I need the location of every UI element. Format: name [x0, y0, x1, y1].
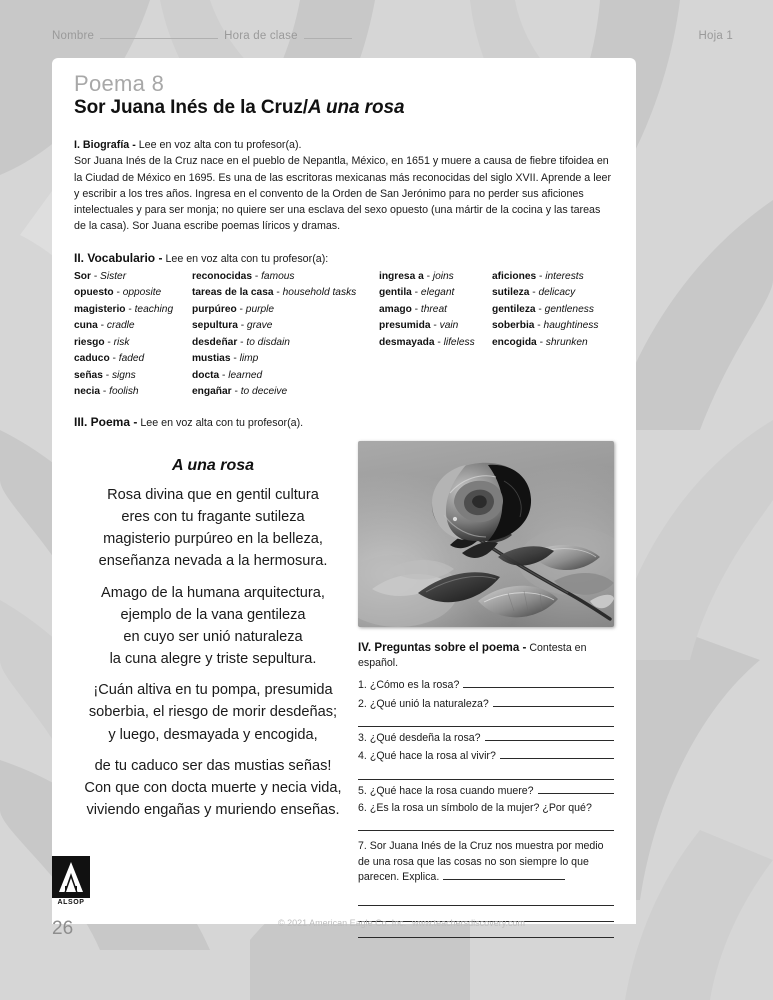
- vocabulary-term: Sor: [74, 270, 91, 282]
- vocabulary-definition: teaching: [134, 303, 174, 315]
- vocabulary-definition: to disdain: [246, 336, 290, 348]
- photo-and-questions-column: [358, 435, 614, 941]
- vocabulary-term: purpúreo: [192, 303, 237, 315]
- question-item: [358, 696, 614, 712]
- vocabulary-term: desdeñar: [192, 336, 238, 348]
- section-vocabulario-heading: [74, 251, 614, 265]
- poem-line: ejemplo de la vana gentileza: [120, 606, 306, 623]
- poem-stanza: [74, 582, 352, 671]
- answer-line[interactable]: [358, 818, 614, 831]
- section-poema-heading: [74, 415, 614, 429]
- vocabulary-term: docta: [192, 369, 220, 381]
- answer-line[interactable]: [463, 677, 614, 688]
- vocabulary-entry: opuesto - opposite: [74, 287, 162, 299]
- vocabulary-term: encogida: [492, 336, 537, 348]
- vocabulary-entry: gentila - elegant: [379, 287, 455, 299]
- poem-line: Rosa divina que en gentil cultura: [107, 486, 319, 503]
- question-text: ¿Qué unió la naturaleza?: [369, 697, 489, 710]
- vocabulary-term: reconocidas: [192, 270, 253, 282]
- poema-instruction: Lee en voz alta con tu profesor(a).: [137, 416, 304, 429]
- vocabulary-entry: cuna - cradle: [74, 320, 135, 332]
- vocabulary-definition: household tasks: [282, 287, 357, 299]
- poem-inner-title: A una rosa: [171, 456, 255, 474]
- answer-line[interactable]: [358, 767, 614, 780]
- question-text: ¿Qué desdeña la rosa?: [369, 732, 481, 745]
- vocabulary-entry: magisterio - teaching: [74, 303, 174, 315]
- question-number: 7.: [358, 840, 370, 853]
- vocabulary-entry: mustias - limp: [192, 353, 259, 365]
- question-number: 4.: [358, 750, 367, 763]
- vocabulary-definition: cradle: [106, 320, 135, 332]
- vocabulary-definition: interests: [545, 270, 584, 282]
- vocabulary-term: engañar: [192, 386, 232, 398]
- vocabulary-definition: opposite: [122, 287, 162, 299]
- question-number: 1.: [358, 679, 367, 692]
- vocabulary-columns: [74, 269, 614, 401]
- vocabulary-entry: sutileza - delicacy: [492, 287, 576, 299]
- lower-two-column-area: [74, 435, 614, 941]
- vocabulary-definition: risk: [113, 336, 130, 348]
- question-item: [358, 801, 614, 816]
- biografia-heading-line: [74, 137, 614, 153]
- vocabulary-term: gentila: [379, 287, 412, 299]
- name-field: [52, 30, 224, 42]
- question-number: 5.: [358, 784, 367, 797]
- section-preguntas-heading: [358, 640, 614, 671]
- vocabulary-term: soberbia: [492, 320, 535, 332]
- poem-work-title: A una rosa: [307, 97, 405, 119]
- question-number: 3.: [358, 732, 367, 745]
- question-item: [358, 748, 614, 764]
- worksheet-page: [52, 58, 636, 924]
- question-item: [358, 677, 614, 693]
- copyright-line: [0, 918, 773, 928]
- vocabulary-term: sepultura: [192, 320, 238, 332]
- vocabulary-definition: vain: [439, 320, 459, 332]
- vocabulary-entry: necia - foolish: [74, 386, 139, 398]
- vocabulary-definition: foolish: [109, 386, 139, 398]
- answer-lines-group: [358, 893, 614, 938]
- page-number: 26: [52, 918, 74, 939]
- name-write-line: [100, 30, 218, 39]
- vocabulary-term: cuna: [74, 320, 98, 332]
- vocabulary-term: tareas de la casa: [192, 287, 274, 299]
- vocabulario-heading: II. Vocabulario -: [74, 250, 163, 265]
- vocabulary-entry: caduco - faded: [74, 353, 145, 365]
- answer-line[interactable]: [358, 714, 614, 727]
- vocabulary-definition: shrunken: [545, 336, 588, 348]
- letter-a-icon: [52, 856, 90, 898]
- vocabulary-definition: joins: [432, 270, 454, 282]
- questions-list: [358, 677, 614, 937]
- vocabulary-entry: tareas de la casa - household tasks: [192, 287, 357, 299]
- vocabulary-definition: signs: [111, 369, 136, 381]
- vocabulary-entry: presumida - vain: [379, 320, 459, 332]
- question-number: 6.: [358, 802, 367, 815]
- vocabulary-entry: Sor - Sister: [74, 270, 127, 282]
- poem-line: eres con tu fragante sutileza: [121, 508, 305, 525]
- answer-line[interactable]: [493, 696, 614, 707]
- vocabulary-entry: ingresa a - joins: [379, 270, 454, 282]
- vocabulary-entry: engañar - to deceive: [192, 386, 288, 398]
- vocabulary-column-4: [492, 269, 612, 401]
- vocabulary-definition: to deceive: [240, 386, 288, 398]
- poem-line: Amago de la humana arquitectura,: [101, 584, 325, 601]
- page-title-block: [74, 72, 614, 119]
- vocabulario-instruction: Lee en voz alta con tu profesor(a):: [162, 252, 329, 265]
- vocabulary-definition: learned: [228, 369, 263, 381]
- question-item: [358, 783, 614, 799]
- publisher-url[interactable]: www.teachersdiscovery.com: [412, 918, 526, 928]
- vocabulary-definition: gentleness: [544, 303, 594, 315]
- question-number: 2.: [358, 697, 367, 710]
- poem-line: en cuyo ser unió naturaleza: [123, 628, 303, 645]
- question-item-long: [358, 839, 614, 885]
- vocabulary-definition: grave: [246, 320, 273, 332]
- poem-line: viviendo engañas y muriendo enseñas.: [86, 802, 340, 819]
- preguntas-instruction: Contesta en español.: [358, 641, 587, 670]
- poem-line: de tu caduco ser das mustias señas!: [94, 757, 332, 774]
- vocabulary-entry: señas - signs: [74, 369, 136, 381]
- question-text: ¿Es la rosa un símbolo de la mujer? ¿Por qué?: [369, 802, 592, 815]
- vocabulary-term: amago: [379, 303, 412, 315]
- poem-author: Sor Juana Inés de la Cruz/: [74, 97, 308, 119]
- vocabulary-definition: delicacy: [538, 287, 576, 299]
- vocabulary-entry: desdeñar - to disdain: [192, 336, 290, 348]
- question-text: ¿Qué hace la rosa al vivir?: [369, 750, 496, 763]
- rose-photo: [358, 441, 614, 627]
- vocabulary-term: necia: [74, 386, 101, 398]
- vocabulary-definition: lifeless: [443, 336, 475, 348]
- vocabulary-entry: riesgo - risk: [74, 336, 130, 348]
- vocabulary-column-1: [74, 269, 192, 401]
- poem-stanza: [74, 755, 352, 822]
- answer-line[interactable]: [538, 783, 614, 794]
- name-label: Nombre: [52, 30, 95, 42]
- vocabulary-term: opuesto: [74, 287, 114, 299]
- poem-line: Con que con docta muerte y necia vida,: [84, 779, 342, 796]
- biografia-body: Sor Juana Inés de la Cruz nace en el pueblo de Nepantla, México, en 1651 y muere a causa de fiebre tifoidea en la Ciudad de México en 1695. Es una de las escritoras mexicanas más reconocidas del siglo XVII. Aprende a leer y escribir a los tres años. Ingresa en el convento de la Orden de San Jerónimo para no perder sus aficiones intelectuales y para ser monja; no quiere ser una esclava del sexo opuesto (una mártir de la cocina y las tareas de la casa). Sor Juana escribe poemas líricos y dramas.: [74, 155, 612, 233]
- page-title: [74, 97, 614, 119]
- answer-line[interactable]: [485, 730, 614, 741]
- question-text: Sor Juana Inés de la Cruz nos muestra por medio de una rosa que las cosas no son siempre lo que parecen. Explica.: [358, 840, 604, 884]
- answer-line[interactable]: [500, 748, 614, 759]
- poem-column: [74, 435, 358, 941]
- alsop-logo-mark: [52, 856, 90, 898]
- vocabulary-term: aficiones: [492, 270, 537, 282]
- vocabulary-term: caduco: [74, 353, 110, 365]
- copyright-text: © 2021 American Eagle Co. Inc.: [277, 918, 407, 928]
- question-text: ¿Qué hace la rosa cuando muere?: [369, 784, 534, 797]
- vocabulary-term: magisterio: [74, 303, 126, 315]
- vocabulary-entry: docta - learned: [192, 369, 263, 381]
- section-biografia: [74, 137, 614, 235]
- vocabulary-definition: purple: [245, 303, 275, 315]
- vocabulary-entry: gentileza - gentleness: [492, 303, 594, 315]
- vocabulary-definition: Sister: [100, 270, 127, 282]
- poem-stanza: [74, 484, 352, 573]
- class-period-write-line: [304, 30, 352, 39]
- poem-stanzas: [74, 484, 352, 821]
- vocabulary-column-3: [379, 269, 492, 401]
- vocabulary-entry: sepultura - grave: [192, 320, 273, 332]
- vocabulary-term: mustias: [192, 353, 231, 365]
- vocabulary-definition: famous: [261, 270, 295, 282]
- poem-line: enseñanza nevada a la hermosura.: [98, 553, 328, 570]
- biografia-instruction: Lee en voz alta con tu profesor(a).: [135, 139, 302, 152]
- page-header: [52, 30, 733, 50]
- answer-line[interactable]: [443, 870, 565, 880]
- vocabulary-entry: reconocidas - famous: [192, 270, 295, 282]
- vocabulary-definition: elegant: [420, 287, 455, 299]
- vocabulary-entry: purpúreo - purple: [192, 303, 275, 315]
- vocabulary-entry: amago - threat: [379, 303, 447, 315]
- vocabulary-definition: limp: [239, 353, 259, 365]
- question-item: [358, 730, 614, 746]
- vocabulary-entry: desmayada - lifeless: [379, 336, 475, 348]
- class-period-label: Hora de clase: [224, 30, 298, 42]
- vocabulary-term: presumida: [379, 320, 431, 332]
- poema-heading: III. Poema -: [74, 414, 138, 429]
- class-period-field: [224, 30, 358, 42]
- poem-kicker: Poema 8: [74, 71, 165, 96]
- answer-line[interactable]: [358, 893, 614, 906]
- poem-stanza: [74, 679, 352, 746]
- vocabulary-entry: soberbia - haughtiness: [492, 320, 599, 332]
- biografia-heading: I. Biografía -: [74, 139, 136, 152]
- vocabulary-term: desmayada: [379, 336, 435, 348]
- poem-line: la cuna alegre y triste sepultura.: [109, 651, 317, 668]
- poem-line: y luego, desmayada y encogida,: [108, 726, 318, 743]
- vocabulary-term: gentileza: [492, 303, 536, 315]
- sheet-label: Hoja 1: [698, 30, 733, 42]
- vocabulary-term: sutileza: [492, 287, 530, 299]
- vocabulary-definition: haughtiness: [543, 320, 599, 332]
- poem-line: magisterio purpúreo en la belleza,: [103, 531, 323, 548]
- question-text: ¿Cómo es la rosa?: [369, 679, 460, 692]
- poem-line: soberbia, el riesgo de morir desdeñas;: [88, 704, 338, 721]
- vocabulary-entry: aficiones - interests: [492, 270, 584, 282]
- vocabulary-term: señas: [74, 369, 103, 381]
- vocabulary-term: ingresa a: [379, 270, 424, 282]
- preguntas-heading: IV. Preguntas sobre el poema -: [358, 640, 527, 654]
- vocabulary-entry: encogida - shrunken: [492, 336, 588, 348]
- vocabulary-definition: threat: [420, 303, 447, 315]
- alsop-logo-wordmark: ALSOP: [57, 899, 85, 906]
- poem-line: ¡Cuán altiva en tu pompa, presumida: [93, 682, 333, 699]
- vocabulary-column-2: [192, 269, 379, 401]
- alsop-logo: [52, 856, 90, 908]
- vocabulary-definition: faded: [118, 353, 145, 365]
- vocabulary-term: riesgo: [74, 336, 105, 348]
